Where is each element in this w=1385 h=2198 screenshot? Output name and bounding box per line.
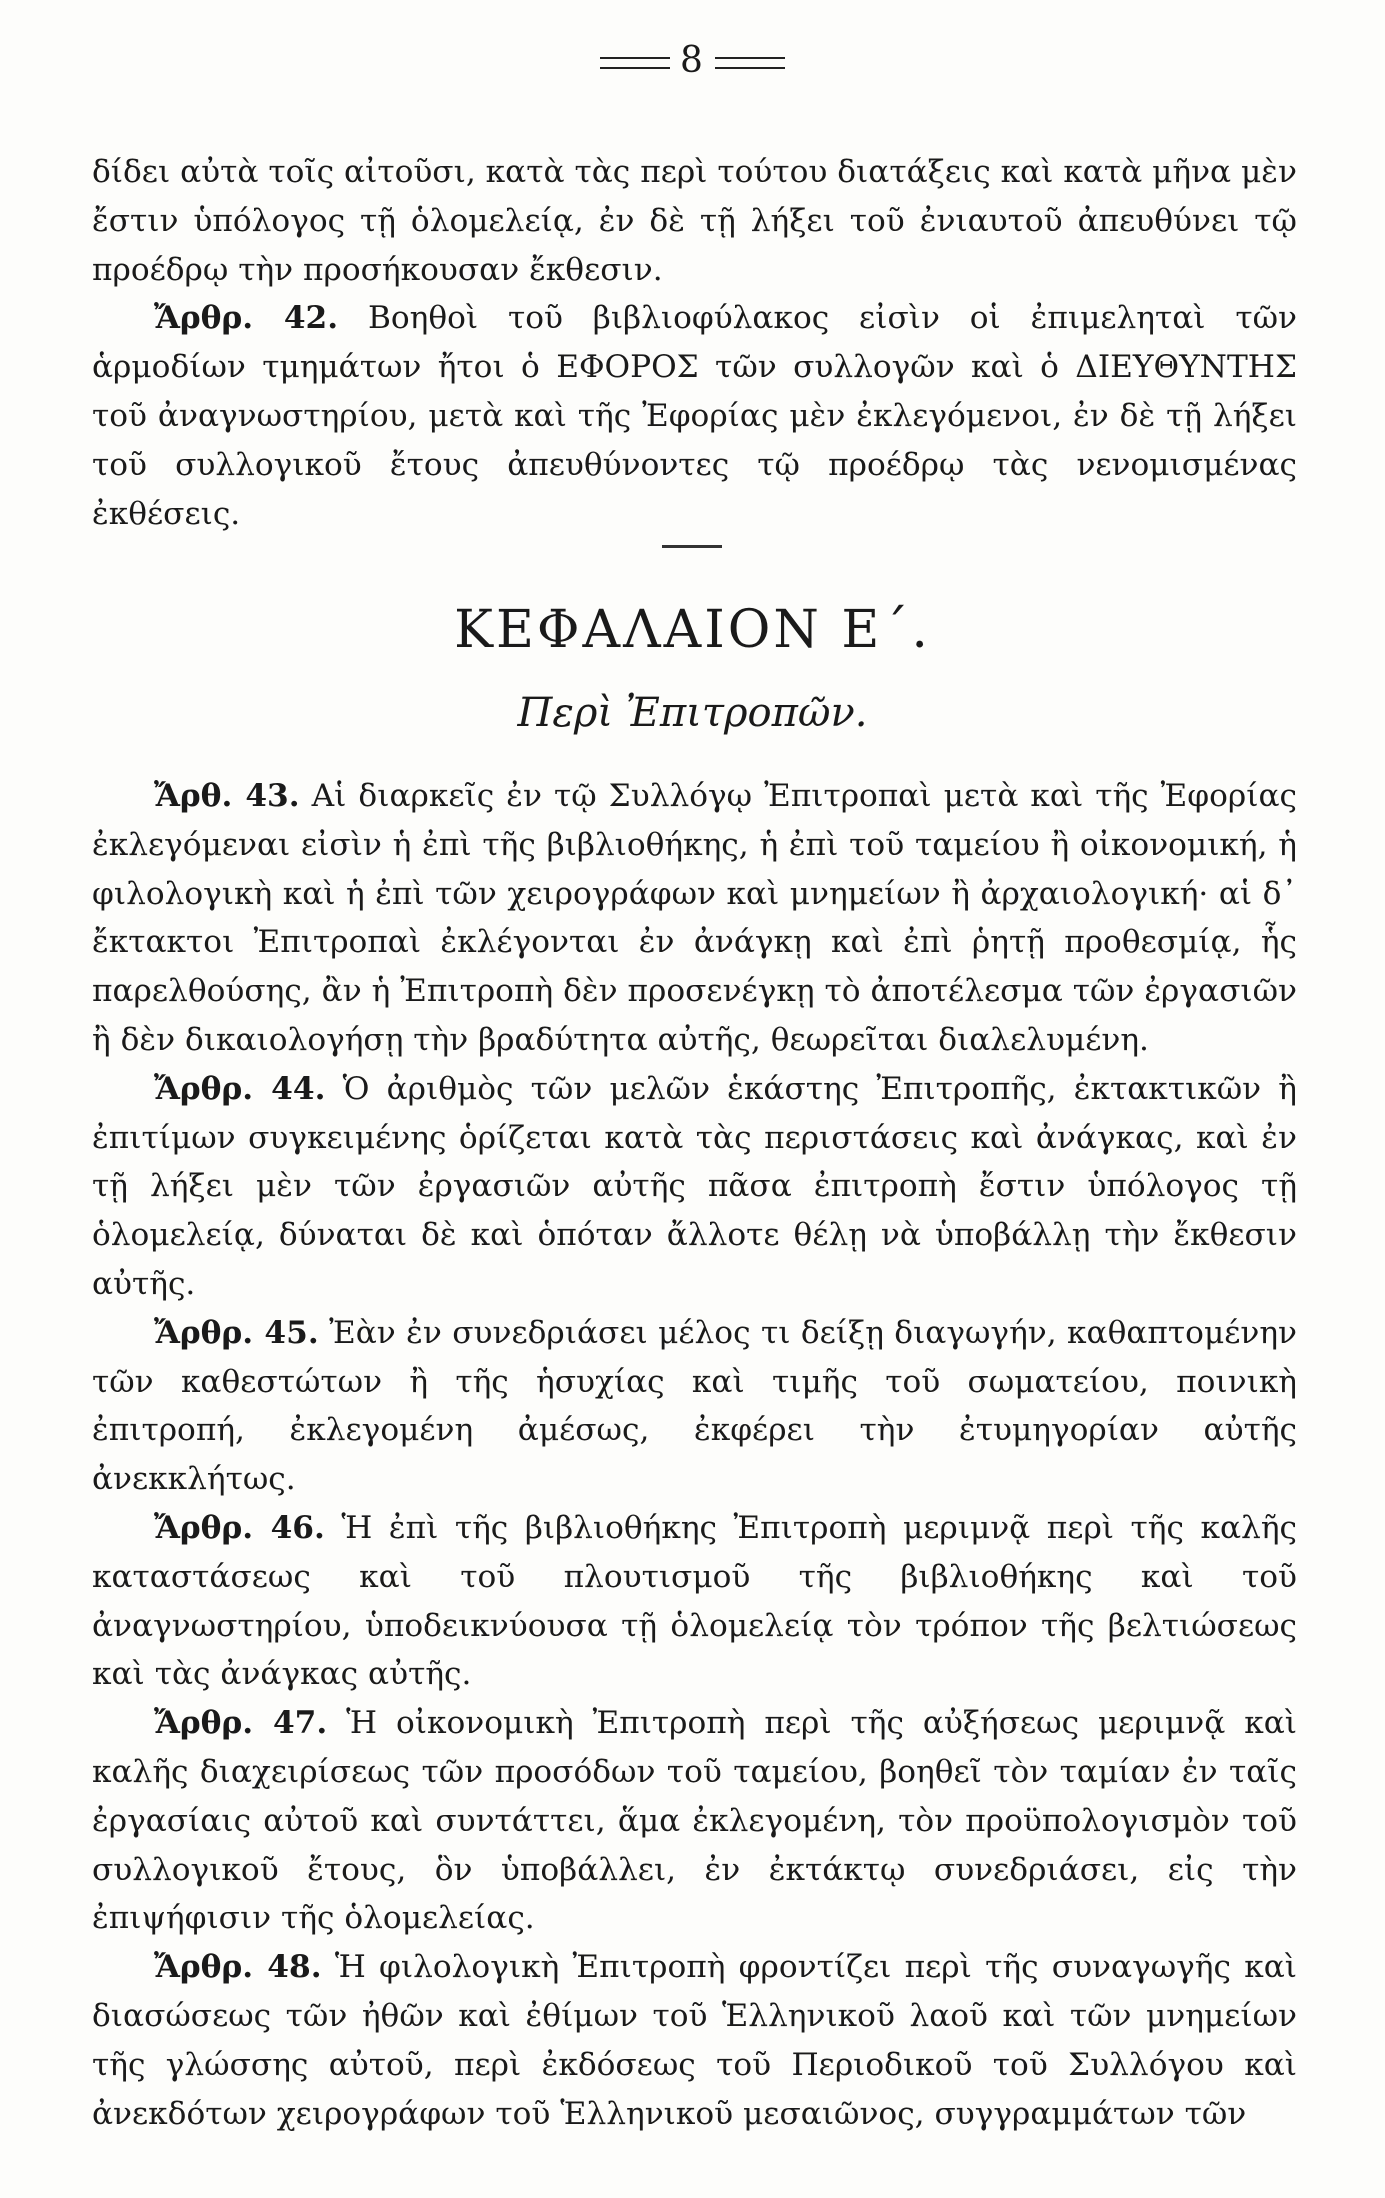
article-label: Ἄρθρ. 48. <box>154 1949 322 1986</box>
article-47 <box>92 1699 1297 1943</box>
article-label: Ἄρθρ. 45. <box>154 1314 319 1351</box>
top-text-block <box>92 148 1297 538</box>
article-text: Αἱ διαρκεῖς ἐν τῷ Συλλόγῳ Ἐπιτροπαὶ μετὰ καὶ τῆς Ἐφορίας ἐκλεγόμεναι εἰσὶν ἡ ἐπὶ τῆς βιβλιοθήκης, ἡ ἐπὶ τοῦ ταμείου ἢ οἰκονομική, ἡ φιλολογικὴ καὶ ἡ ἐπὶ τῶν χειρογράφων καὶ μνημείων ἢ ἀρχαιολογική· αἱ δ᾿ ἔκτακτοι Ἐπιτροπαὶ ἐκλέγονται ἐν ἀνάγκῃ καὶ ἐπὶ ῥητῇ προθεσμίᾳ, ἧς παρελθούσης, ἂν ἡ Ἐπιτροπὴ δὲν προσενέγκῃ τὸ ἀποτέλεσμα τῶν ἐργασιῶν ἢ δὲν δικαιολογήσῃ τὴν βραδύτητα αὐτῆς, θεωρεῖται διαλελυμένη. <box>92 778 1297 1058</box>
article-43 <box>92 772 1297 1065</box>
article-text: Βοηθοὶ τοῦ βιβλιοφύλακος εἰσὶν οἱ ἐπιμεληταὶ τῶν ἁρμοδίων τμημάτων ἤτοι ὁ ΕΦΟΡΟΣ τῶν συλλογῶν καὶ ὁ ΔΙΕΥΘΥΝΤΗΣ τοῦ ἀναγνωστηρίου, μετὰ καὶ τῆς Ἐφορίας μὲν ἐκλεγόμενοι, ἐν δὲ τῇ λήξει τοῦ συλλογικοῦ ἔτους ἀπευθύνοντες τῷ προέδρῳ τὰς νενομισμένας ἐκθέσεις. <box>92 300 1297 532</box>
continuation-paragraph: δίδει αὐτὰ τοῖς αἰτοῦσι, κατὰ τὰς περὶ τούτου διατάξεις καὶ κατὰ μῆνα μὲν ἔστιν ὑπόλογος τῇ ὁλομελείᾳ, ἐν δὲ τῇ λήξει τοῦ ἐνιαυτοῦ ἀπευθύνει τῷ προέδρῳ τὴν προσήκουσαν ἔκθεσιν. <box>92 154 1297 288</box>
article-46 <box>92 1504 1297 1699</box>
chapter-subtitle: Περὶ Ἐπιτροπῶν. <box>517 690 868 736</box>
page-number-header <box>0 40 1385 81</box>
article-text: Ἡ οἰκονομικὴ Ἐπιτροπὴ περὶ τῆς αὐξήσεως μεριμνᾷ καὶ καλῆς διαχειρίσεως τῶν προσόδων τοῦ ταμείου, βοηθεῖ τὸν ταμίαν ἐν ταῖς ἐργασίαις αὐτοῦ καὶ συντάττει, ἅμα ἐκλεγομένη, τὸν προϋπολογισμὸν τοῦ συλλογικοῦ ἔτους, ὃν ὑποβάλλει, ἐν ἐκτάκτῳ συνεδριάσει, εἰς τὴν ἐπιψήφισιν τῆς ὁλομελείας. <box>92 1705 1297 1937</box>
article-text: Ἡ φιλολογικὴ Ἐπιτροπὴ φροντίζει περὶ τῆς συναγωγῆς καὶ διασώσεως τῶν ἠθῶν καὶ ἐθίμων τοῦ Ἑλληνικοῦ λαοῦ καὶ τῶν μνημείων τῆς γλώσσης αὐτοῦ, περὶ ἐκδόσεως τοῦ Περιοδικοῦ τοῦ Συλλόγου καὶ ἀνεκδότων χειρογράφων τοῦ Ἑλληνικοῦ μεσαιῶνος, συγγραμμάτων τῶν <box>92 1949 1297 2132</box>
article-text: Ὁ ἀριθμὸς τῶν μελῶν ἑκάστης Ἐπιτροπῆς, ἐκτακτικῶν ἢ ἐπιτίμων συγκειμένης ὁρίζεται κατὰ τὰς περιστάσεις καὶ ἀνάγκας, καὶ ἐν τῇ λήξει μὲν τῶν ἐργασιῶν αὐτῆς πᾶσα ἐπιτροπὴ ἔστιν ὑπόλογος τῇ ὁλομελείᾳ, δύναται δὲ καὶ ὁπόταν ἄλλοτε θέλῃ νὰ ὑποβάλλῃ τὴν ἔκθεσιν αὐτῆς. <box>92 1070 1297 1302</box>
article-48 <box>92 1943 1297 2138</box>
article-42 <box>92 294 1297 538</box>
section-divider <box>662 545 722 548</box>
article-label: Ἄρθρ. 44. <box>154 1070 326 1107</box>
header-rule-right <box>715 57 785 69</box>
article-45 <box>92 1309 1297 1504</box>
article-44 <box>92 1065 1297 1309</box>
articles-block <box>92 772 1297 2138</box>
article-label: Ἄρθ. 43. <box>154 778 300 814</box>
chapter-title: ΚΕΦΑΛΑΙΟΝ Ε΄. <box>454 600 931 660</box>
page-number: 8 <box>680 40 705 81</box>
article-text: Ἐὰν ἐν συνεδριάσει μέλος τι δείξῃ διαγωγήν, καθαπτομένην τῶν καθεστώτων ἢ τῆς ἡσυχίας καὶ τιμῆς τοῦ σωματείου, ποινικὴ ἐπιτροπή, ἐκλεγομένη ἀμέσως, ἐκφέρει τὴν ἐτυμηγορίαν αὐτῆς ἀνεκκλήτως. <box>92 1314 1297 1498</box>
article-label: Ἄρθρ. 46. <box>154 1509 325 1546</box>
article-label: Ἄρθρ. 47. <box>154 1705 328 1742</box>
article-label: Ἄρθρ. 42. <box>154 300 339 337</box>
article-text: Ἡ ἐπὶ τῆς βιβλιοθήκης Ἐπιτροπὴ μεριμνᾷ περὶ τῆς καλῆς καταστάσεως καὶ τοῦ πλουτισμοῦ τῆς βιβλιοθήκης καὶ τοῦ ἀναγνωστηρίου, ὑποδεικνύουσα τῇ ὁλομελείᾳ τὸν τρόπον τῆς βελτιώσεως καὶ τὰς ἀνάγκας αὐτῆς. <box>92 1509 1297 1693</box>
header-rule-left <box>600 57 670 69</box>
